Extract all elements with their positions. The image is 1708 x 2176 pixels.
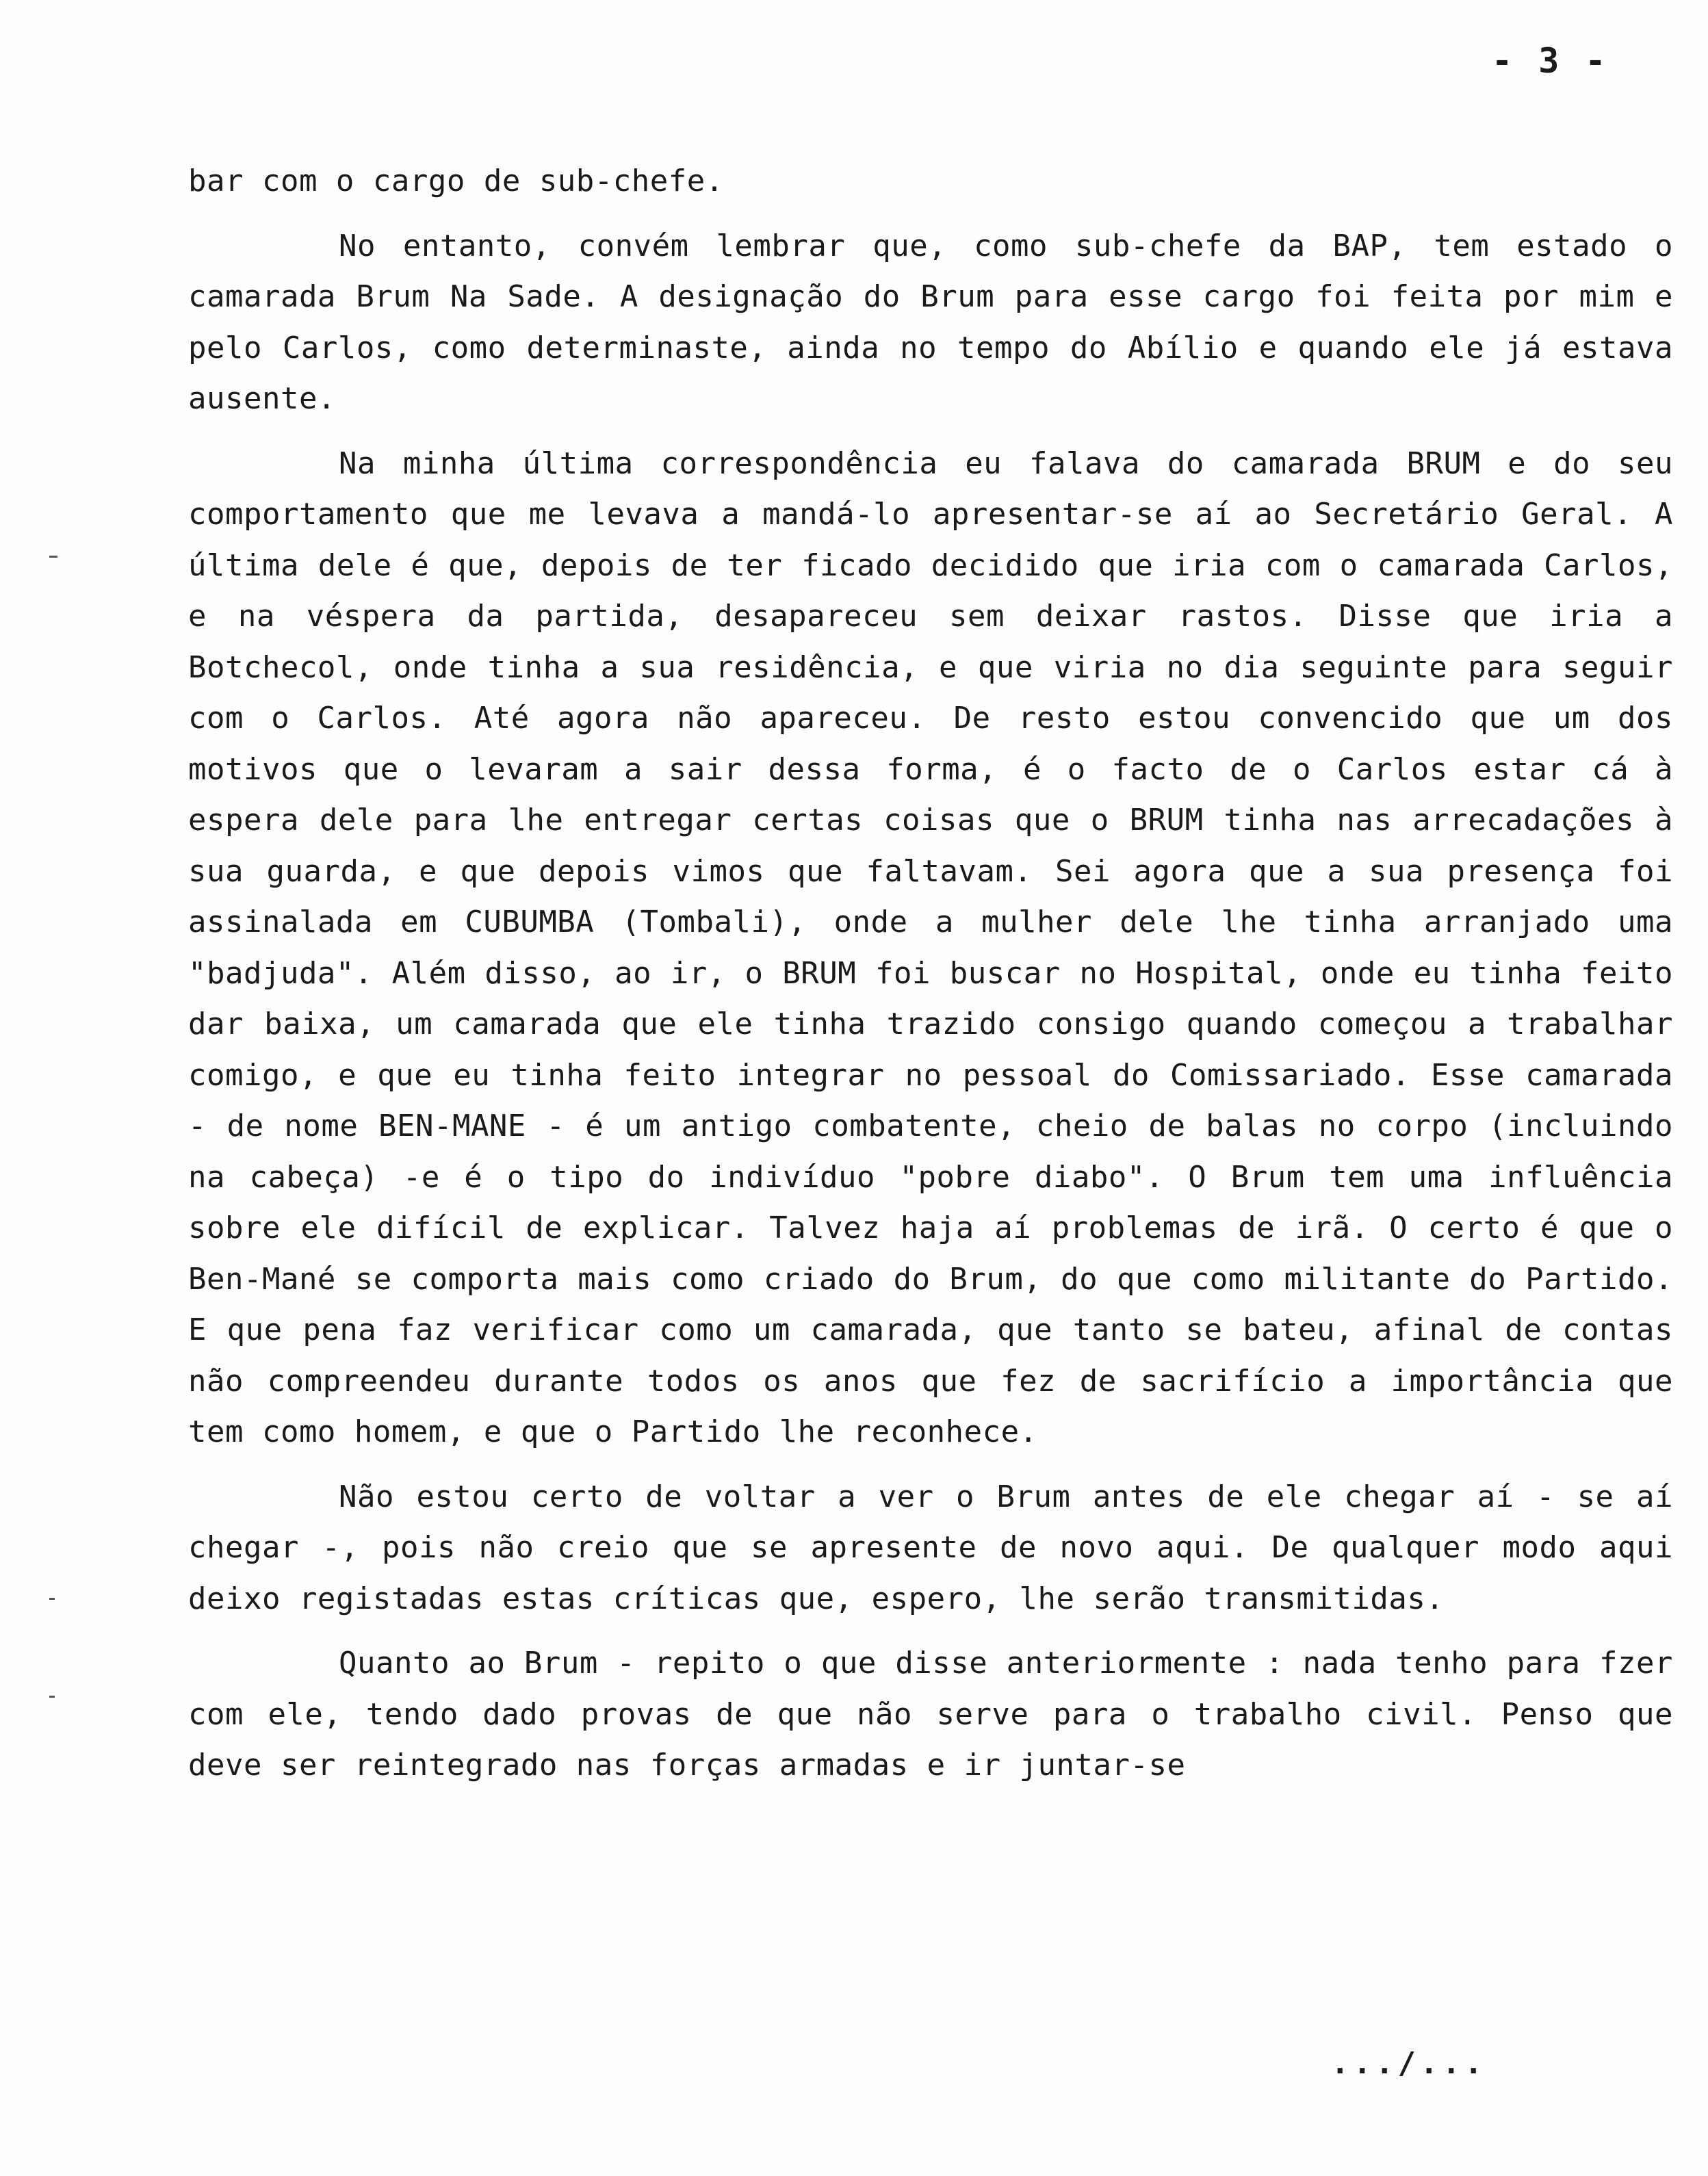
letter-body — [188, 156, 1673, 1791]
margin-mark — [49, 556, 57, 558]
paragraph: Não estou certo de voltar a ver o Brum antes de ele chegar aí - se aí chegar -, pois não creio que se apresente de novo aqui. De qualquer modo aqui deixo registadas estas críticas que, espero, lhe serão transmitidas. — [188, 1479, 1673, 1616]
page-number: - 3 - — [1492, 41, 1609, 81]
paragraph: No entanto, convém lembrar que, como sub-chefe da BAP, tem estado o camarada Brum Na Sade. A designação do Brum para esse cargo foi feita por mim e pelo Carlos, como determinaste, ainda no tempo do Abílio e quando ele já estava ausente. — [188, 228, 1673, 416]
paragraph: bar com o cargo de sub-chefe. — [188, 164, 724, 198]
margin-mark — [49, 1598, 55, 1600]
paragraph: Quanto ao Brum - repito o que disse anteriormente : nada tenho para fzer com ele, tendo dado provas de que não serve para o trabalho civil. Penso que deve ser reintegrado nas forças armadas e ir juntar-se — [188, 1646, 1673, 1783]
continuation-mark: .../... — [1331, 2046, 1487, 2081]
margin-mark — [49, 1696, 55, 1698]
paragraph: Na minha última correspondência eu falava do camarada BRUM e do seu comportamento que me levava a mandá-lo apresentar-se aí ao Secretário Geral. A última dele é que, depois de ter ficado decidido que iria com o camarada Carlos, e na véspera da partida, desapareceu sem deixar rastos. Disse que iria a Botchecol, onde tinha a sua residência, e que viria no dia seguinte para seguir com o Carlos. Até agora não apareceu. De resto estou convencido que um dos motivos que o levaram a sair dessa forma, é o facto de o Carlos estar cá à espera dele para lhe entregar certas coisas que o BRUM tinha nas arrecadações à sua guarda, e que depois vimos que faltavam. Sei agora que a sua presença foi assinalada em CUBUMBA (Tombali), onde a mulher dele lhe tinha arranjado uma "badjuda". Além disso, ao ir, o BRUM foi buscar no Hospital, onde eu tinha feito dar baixa, um camarada que ele tinha trazido consigo quando começou a trabalhar comigo, e que eu tinha feito integrar no pessoal do Comissariado. Esse camarada - de nome BEN-MANE - é um antigo combatente, cheio de balas no corpo (incluindo na cabeça) -e é o tipo do indivíduo "pobre diabo". O Brum tem uma influência sobre ele difícil de explicar. Talvez haja aí problemas de irã. O certo é que o Ben-Mané se comporta mais como criado do Brum, do que como militante do Partido. E que pena faz verificar como um camarada, que tanto se bateu, afinal de contas não compreendeu durante todos os anos que fez de sacrifício a importância que tem como homem, e que o Partido lhe reconhece. — [188, 445, 1673, 1449]
